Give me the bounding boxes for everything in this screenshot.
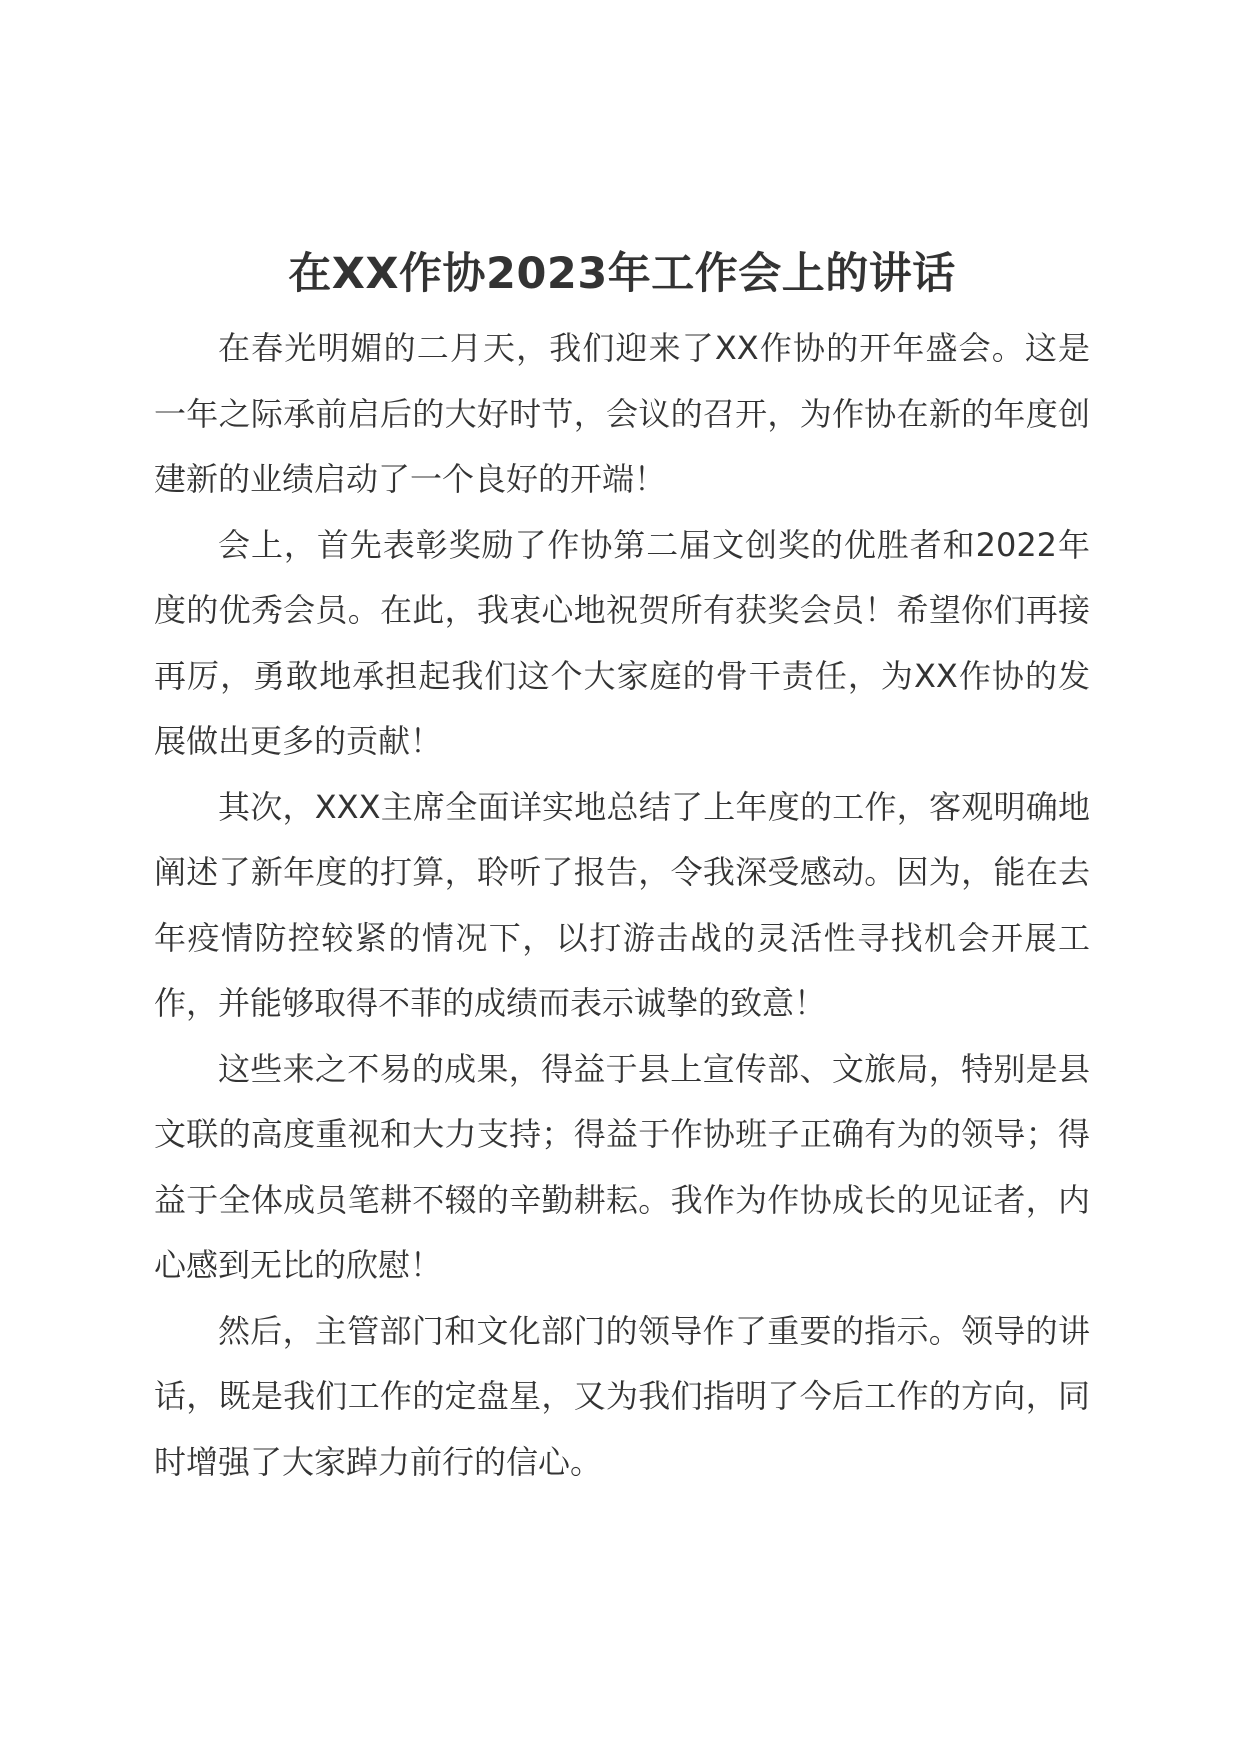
document-title: 在XX作协2023年工作会上的讲话 <box>288 249 956 299</box>
paragraph-4: 这些来之不易的成果，得益于县上宣传部、文旅局，特别是县文联的高度重视和大力支持；得益于作协班子正确有为的领导；得益于全体成员笔耕不辍的辛勤耕耘。我作为作协成长的见证者，内心感到无比的欣慰！ <box>154 1049 1090 1284</box>
paragraph-3: 其次，XXX主席全面详实地总结了上年度的工作，客观明确地阐述了新年度的打算，聆听了报告，令我深受感动。因为，能在去年疫情防控较紧的情况下，以打游击战的灵活性寻找机会开展工作，并能够取得不菲的成绩而表示诚挚的致意！ <box>154 787 1090 1022</box>
paragraph-2: 会上，首先表彰奖励了作协第二届文创奖的优胜者和2022年度的优秀会员。在此，我衷心地祝贺所有获奖会员！希望你们再接再厉，勇敢地承担起我们这个大家庭的骨干责任，为XX作协的发展做出更多的贡献！ <box>154 525 1090 760</box>
paragraph-5: 然后，主管部门和文化部门的领导作了重要的指示。领导的讲话，既是我们工作的定盘星，又为我们指明了今后工作的方向，同时增强了大家踔力前行的信心。 <box>154 1311 1090 1481</box>
paragraph-1: 在春光明媚的二月天，我们迎来了XX作协的开年盛会。这是一年之际承前启后的大好时节，会议的召开，为作协在新的年度创建新的业绩启动了一个良好的开端！ <box>154 329 1090 498</box>
